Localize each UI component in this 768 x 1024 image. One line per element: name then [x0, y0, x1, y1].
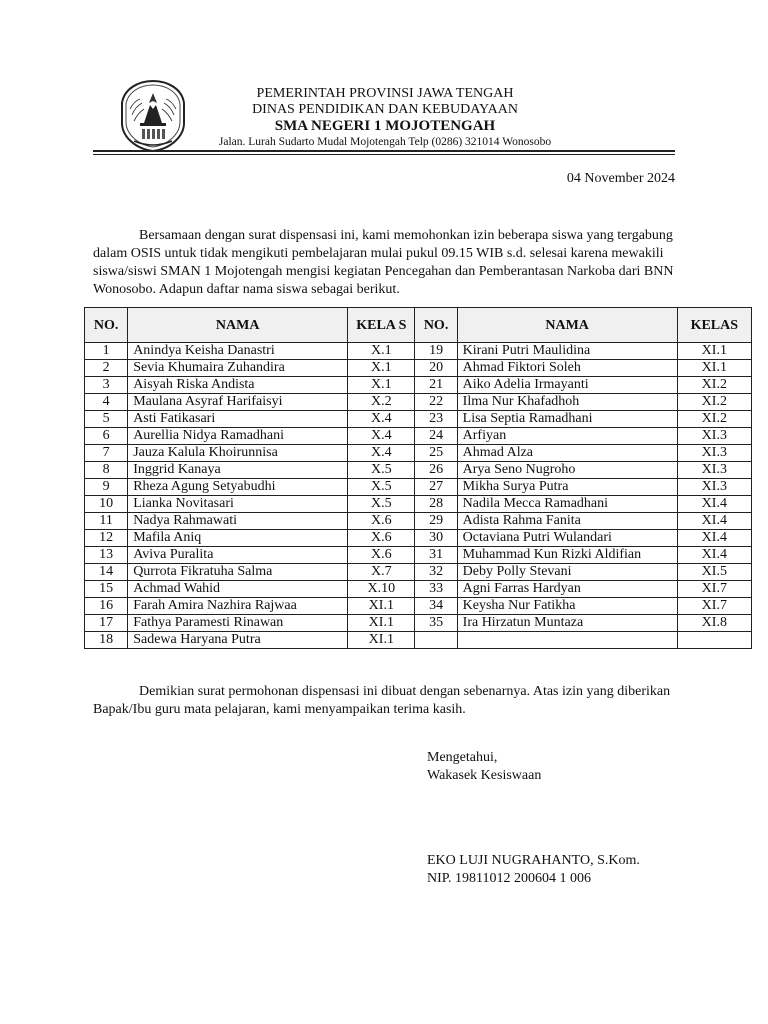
- student-class: X.5: [348, 479, 415, 496]
- student-no: 1: [85, 343, 128, 360]
- letterhead-rule-thin: [93, 154, 675, 155]
- student-name: Adista Rahma Fanita: [457, 513, 677, 530]
- student-name: Lisa Septia Ramadhani: [457, 411, 677, 428]
- student-name: Arya Seno Nugroho: [457, 462, 677, 479]
- col-header-nama-right: NAMA: [457, 308, 677, 343]
- student-no: 28: [415, 496, 457, 513]
- col-header-nama-left: NAMA: [128, 308, 348, 343]
- student-no: 20: [415, 360, 457, 377]
- table-row: [85, 513, 752, 530]
- student-name: Ahmad Fiktori Soleh: [457, 360, 677, 377]
- student-name: Asti Fatikasari: [128, 411, 348, 428]
- student-name: Fathya Paramesti Rinawan: [128, 615, 348, 632]
- student-no: 13: [85, 547, 128, 564]
- student-name: Octaviana Putri Wulandari: [457, 530, 677, 547]
- signature-acknowledged: Mengetahui,: [427, 750, 498, 765]
- student-class: XI.2: [677, 411, 751, 428]
- student-name: Farah Amira Nazhira Rajwaa: [128, 598, 348, 615]
- signature-name: EKO LUJI NUGRAHANTO, S.Kom.: [427, 853, 640, 868]
- col-header-kelas-left: KELA S: [348, 308, 415, 343]
- table-row: [85, 479, 752, 496]
- student-class: XI.1: [348, 632, 415, 649]
- student-name: Aviva Puralita: [128, 547, 348, 564]
- student-class: XI.1: [348, 598, 415, 615]
- student-no: 30: [415, 530, 457, 547]
- student-no: 25: [415, 445, 457, 462]
- letterhead: [192, 86, 578, 150]
- student-name: Nadya Rahmawati: [128, 513, 348, 530]
- student-class: X.5: [348, 496, 415, 513]
- student-class: XI.4: [677, 513, 751, 530]
- student-class: XI.3: [677, 479, 751, 496]
- student-no: 12: [85, 530, 128, 547]
- student-class: X.2: [348, 394, 415, 411]
- student-no: 26: [415, 462, 457, 479]
- col-header-no-left: NO.: [85, 308, 128, 343]
- student-class: X.6: [348, 547, 415, 564]
- student-no: 23: [415, 411, 457, 428]
- opening-paragraph-text: Bersamaan dengan surat dispensasi ini, kami memohonkan izin beberapa siswa yang tergabung dalam OSIS untuk tidak mengikuti pembelajaran mulai pukul 09.15 WIB s.d. selesai karena mewakili siswa/siswi SMAN 1 Mojotengah mengisi kegiatan Pencegahan dan Pemberantasan Narkoba dari BNN Wonosobo. Adapun daftar nama siswa sebagai berikut.: [93, 228, 674, 297]
- opening-paragraph: [93, 227, 675, 299]
- col-header-no-right: NO.: [415, 308, 457, 343]
- student-name: Arfiyan: [457, 428, 677, 445]
- student-class: XI.4: [677, 496, 751, 513]
- student-class: X.4: [348, 445, 415, 462]
- student-no: 21: [415, 377, 457, 394]
- student-class: XI.5: [677, 564, 751, 581]
- table-row: [85, 445, 752, 462]
- table-row: [85, 564, 752, 581]
- student-name: Ahmad Alza: [457, 445, 677, 462]
- student-name: Ira Hirzatun Muntaza: [457, 615, 677, 632]
- student-no: 9: [85, 479, 128, 496]
- student-name: Nadila Mecca Ramadhani: [457, 496, 677, 513]
- student-class: X.6: [348, 513, 415, 530]
- provincial-crest-logo: [120, 79, 186, 153]
- student-no: [415, 632, 457, 649]
- student-class: XI.1: [677, 343, 751, 360]
- table-row: [85, 343, 752, 360]
- student-class: [677, 632, 751, 649]
- student-name: Achmad Wahid: [128, 581, 348, 598]
- student-no: 7: [85, 445, 128, 462]
- table-row: [85, 360, 752, 377]
- student-table: [84, 307, 752, 649]
- student-name: Inggrid Kanaya: [128, 462, 348, 479]
- student-no: 17: [85, 615, 128, 632]
- student-name: Muhammad Kun Rizki Aldifian: [457, 547, 677, 564]
- signature-block-name: [427, 852, 640, 888]
- student-no: 31: [415, 547, 457, 564]
- student-class: XI.2: [677, 377, 751, 394]
- student-name: [457, 632, 677, 649]
- student-class: X.6: [348, 530, 415, 547]
- table-row: [85, 632, 752, 649]
- student-class: XI.7: [677, 581, 751, 598]
- student-class: XI.1: [677, 360, 751, 377]
- student-name: Aurellia Nidya Ramadhani: [128, 428, 348, 445]
- student-name: Ilma Nur Khafadhoh: [457, 394, 677, 411]
- student-no: 15: [85, 581, 128, 598]
- student-no: 3: [85, 377, 128, 394]
- student-no: 14: [85, 564, 128, 581]
- table-row: [85, 462, 752, 479]
- letter-date: 04 November 2024: [566, 171, 675, 186]
- letterhead-school: SMA NEGERI 1 MOJOTENGAH: [274, 118, 496, 134]
- student-no: 29: [415, 513, 457, 530]
- student-no: 27: [415, 479, 457, 496]
- table-row: [85, 411, 752, 428]
- table-row: [85, 377, 752, 394]
- student-no: 10: [85, 496, 128, 513]
- student-name: Rheza Agung Setyabudhi: [128, 479, 348, 496]
- student-class: X.4: [348, 428, 415, 445]
- student-no: 18: [85, 632, 128, 649]
- letterhead-rule-thick: [93, 150, 675, 152]
- student-class: XI.3: [677, 462, 751, 479]
- student-class: XI.3: [677, 445, 751, 462]
- student-class: XI.2: [677, 394, 751, 411]
- student-name: Mikha Surya Putra: [457, 479, 677, 496]
- student-name: Qurrota Fikratuha Salma: [128, 564, 348, 581]
- letterhead-province: PEMERINTAH PROVINSI JAWA TENGAH: [256, 86, 514, 101]
- student-name: Mafila Aniq: [128, 530, 348, 547]
- student-class: X.1: [348, 377, 415, 394]
- col-header-kelas-right: KELAS: [677, 308, 751, 343]
- student-class: X.10: [348, 581, 415, 598]
- closing-paragraph: [93, 683, 675, 719]
- student-no: 32: [415, 564, 457, 581]
- student-name: Aisyah Riska Andista: [128, 377, 348, 394]
- student-no: 35: [415, 615, 457, 632]
- table-row: [85, 547, 752, 564]
- table-row: [85, 598, 752, 615]
- student-class: X.4: [348, 411, 415, 428]
- student-class: X.1: [348, 360, 415, 377]
- student-no: 11: [85, 513, 128, 530]
- student-class: XI.4: [677, 530, 751, 547]
- signature-block-title: [427, 749, 541, 785]
- student-name: Kirani Putri Maulidina: [457, 343, 677, 360]
- student-name: Sadewa Haryana Putra: [128, 632, 348, 649]
- signature-role: Wakasek Kesiswaan: [427, 768, 542, 783]
- student-no: 24: [415, 428, 457, 445]
- student-no: 2: [85, 360, 128, 377]
- student-no: 22: [415, 394, 457, 411]
- closing-paragraph-text: Demikian surat permohonan dispensasi ini dibuat dengan sebenarnya. Atas izin yang diberikan Bapak/Ibu guru mata pelajaran, kami menyampaikan terima kasih.: [93, 684, 671, 717]
- student-class: XI.1: [348, 615, 415, 632]
- student-class: X.5: [348, 462, 415, 479]
- student-no: 16: [85, 598, 128, 615]
- student-class: XI.3: [677, 428, 751, 445]
- student-name: Sevia Khumaira Zuhandira: [128, 360, 348, 377]
- table-row: [85, 615, 752, 632]
- table-row: [85, 581, 752, 598]
- student-name: Anindya Keisha Danastri: [128, 343, 348, 360]
- student-name: Maulana Asyraf Harifaisyi: [128, 394, 348, 411]
- table-header-row: [85, 308, 752, 343]
- student-name: Agni Farras Hardyan: [457, 581, 677, 598]
- student-name: Lianka Novitasari: [128, 496, 348, 513]
- student-name: Jauza Kalula Khoirunnisa: [128, 445, 348, 462]
- student-name: Deby Polly Stevani: [457, 564, 677, 581]
- student-class: XI.4: [677, 547, 751, 564]
- signature-nip: NIP. 19811012 200604 1 006: [427, 871, 591, 886]
- letterhead-address: Jalan. Lurah Sudarto Mudal Mojotengah Telp (0286) 321014 Wonosobo: [218, 136, 552, 148]
- table-row: [85, 496, 752, 513]
- student-name: Aiko Adelia Irmayanti: [457, 377, 677, 394]
- student-class: XI.7: [677, 598, 751, 615]
- student-no: 8: [85, 462, 128, 479]
- table-row: [85, 394, 752, 411]
- student-no: 19: [415, 343, 457, 360]
- letterhead-department: DINAS PENDIDIKAN DAN KEBUDAYAAN: [252, 102, 518, 117]
- student-class: X.7: [348, 564, 415, 581]
- table-row: [85, 530, 752, 547]
- student-no: 5: [85, 411, 128, 428]
- student-no: 33: [415, 581, 457, 598]
- student-no: 34: [415, 598, 457, 615]
- table-row: [85, 428, 752, 445]
- student-no: 6: [85, 428, 128, 445]
- student-name: Keysha Nur Fatikha: [457, 598, 677, 615]
- student-no: 4: [85, 394, 128, 411]
- student-class: XI.8: [677, 615, 751, 632]
- student-class: X.1: [348, 343, 415, 360]
